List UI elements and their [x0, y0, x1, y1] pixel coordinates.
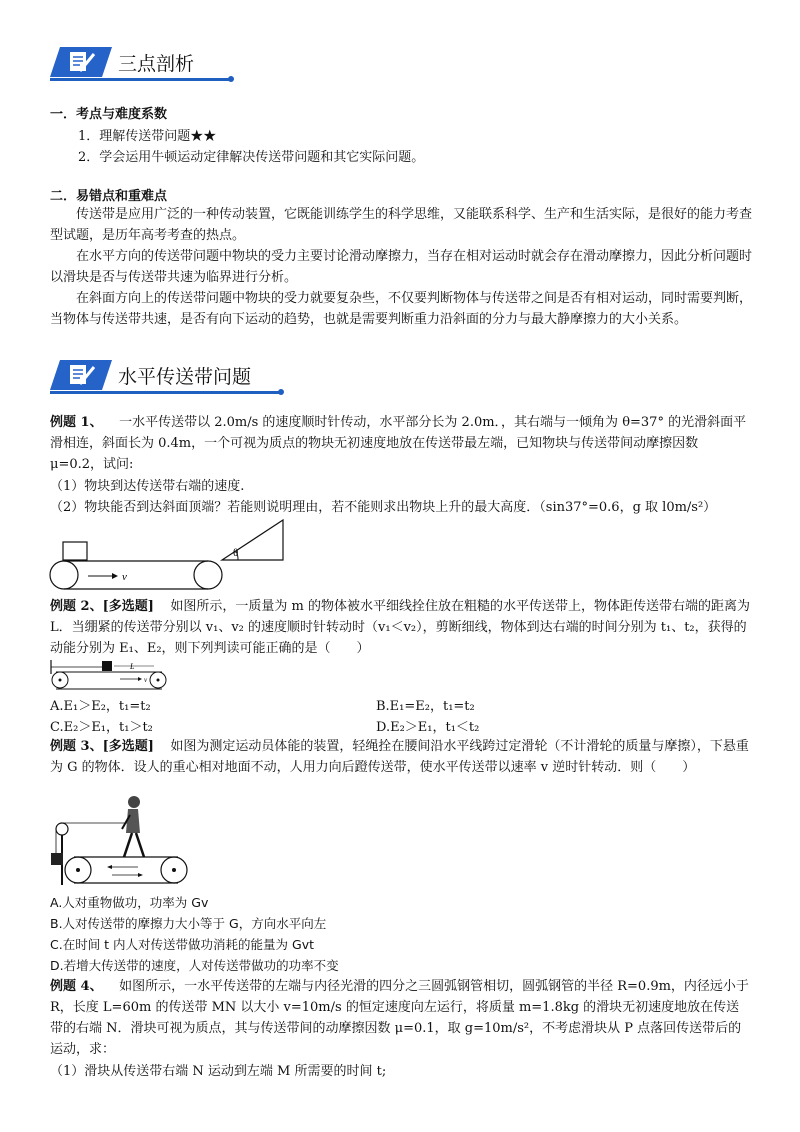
example-2-option-c: C.E₂＞E₁，t₁＞t₂ [50, 720, 153, 735]
example-2 [50, 596, 752, 659]
section-rule-dot [228, 76, 234, 82]
example-4-text: 如图所示，一水平传送带的左端与内径光滑的四分之三圆弧钢管相切，圆弧钢管的半径 R=0.9m，内径远小于 R，长度 L=60m 的传送带 MN 以大小 v=10m/s 的恒定速度向左运行，将质量 m=1.8kg 的滑块无初速度地放在传送带的右端 N．滑块可视为质点，其与传送带间的动摩擦因数 μ=0.1，取 g=10m/s²，不考虑滑块从 P 点落回传送带后的运动，求： [50, 979, 749, 1057]
example-3-option-b: B.人对传送带的摩擦力大小等于 G，方向水平向左 [50, 916, 327, 931]
section-rule-dot [278, 389, 284, 395]
paragraph-1: 传送带是应用广泛的一种传动装置，它既能训练学生的科学思维，又能联系科学、生产和生活实际，是很好的能力考查型试题，是历年高考考查的热点。 [50, 207, 753, 243]
figure-label-L: L [130, 662, 135, 671]
conveyor-incline-figure [48, 518, 292, 592]
section-banner-2 [50, 360, 286, 394]
section-rule [50, 78, 230, 81]
example-1-question-2: （2）物块能否到达斜面顶端？若能则说明理由，若不能则求出物块上升的最大高度．（sin37°=0.6，g 取 l0m/s²） [50, 500, 717, 515]
part1-item-1: 1．理解传送带问题★★ [78, 129, 217, 144]
example-3-label: 例题 3、[多选题] [50, 739, 154, 754]
section-title: 水平传送带问题 [118, 366, 252, 388]
paragraph-2: 在水平方向的传送带问题中物块的受力主要讨论滑动摩擦力，当存在相对运动时就会存在滑动摩擦力，因此分析问题时以滑块是否与传送带共速为临界进行分析。 [50, 249, 753, 285]
figure-label-v: v [122, 571, 127, 583]
figure-label-v: v [144, 676, 148, 684]
paragraph-3: 在斜面方向上的传送带问题中物块的受力就要复杂些，不仅要判断物体与传送带之间是否有相对运动，同时需要判断，当物体与传送带共速，是否有向下运动的趋势，也就是需要判断重力沿斜面的分力与最大静摩擦力的大小关系。 [50, 291, 753, 327]
part1-heading: 一．考点与难度系数 [50, 107, 168, 122]
example-3-text: 如图为测定运动员体能的装置，轻绳拴在腰间沿水平线跨过定滑轮（不计滑轮的质量与摩擦），下悬重为 G 的物体．设人的重心相对地面不动，人用力向后蹬传送带，使水平传送带以速率 v 逆时针转动．则（ ） [50, 739, 749, 775]
example-3-option-d: D.若增大传送带的速度，人对传送带做功的功率不变 [50, 958, 339, 973]
section-rule [50, 391, 280, 394]
notepad-pencil-icon [50, 47, 112, 77]
example-4-label: 例题 4、 [50, 979, 103, 994]
string-conveyor-figure [50, 658, 170, 692]
example-1-question-1: （1）物块到达传送带右端的速度. [50, 479, 245, 494]
part2-heading: 二．易错点和重难点 [50, 189, 168, 204]
example-2-option-d: D.E₂＞E₁，t₁＜t₂ [376, 720, 480, 735]
runner-treadmill-figure [48, 795, 188, 887]
notepad-pencil-icon [50, 360, 112, 390]
figure-label-theta: θ [233, 547, 239, 559]
example-1-label: 例题 1、 [50, 415, 103, 430]
example-2-option-a: A.E₁＞E₂，t₁=t₂ [50, 699, 151, 714]
part1-item-2: 2．学会运用牛顿运动定律解决传送带问题和其它实际问题。 [78, 150, 425, 165]
example-4-question-1: （1）滑块从传送带右端 N 运动到左端 M 所需要的时间 t; [50, 1064, 387, 1079]
example-2-label: 例题 2、[多选题] [50, 599, 154, 614]
section-banner-1 [50, 47, 236, 81]
example-1 [50, 412, 752, 475]
example-3-option-a: A.人对重物做功，功率为 Gv [50, 895, 209, 910]
example-1-text: 一水平传送带以 2.0m/s 的速度顺时针传动，水平部分长为 2.0m．，其右端与一倾角为 θ=37° 的光滑斜面平滑相连，斜面长为 0.4m，一个可视为质点的物块无初速度地放在传送带最左端，已知物块与传送带间动摩擦因数 μ=0.2，试问: [50, 415, 747, 472]
example-2-option-b: B.E₁=E₂，t₁=t₂ [376, 699, 475, 714]
example-2-text: 如图所示，一质量为 m 的物体被水平细线拴住放在粗糙的水平传送带上，物体距传送带右端的距离为 L．当绷紧的传送带分别以 v₁、v₂ 的速度顺时针转动时（v₁＜v₂），剪断细线，物体到达右端的时间分别为 t₁、t₂，获得的动能分别为 E₁、E₂，则下列判读可能正确的是（ ） [50, 599, 750, 656]
example-3 [50, 736, 752, 778]
section-title: 三点剖析 [118, 53, 195, 75]
example-4 [50, 976, 752, 1060]
example-3-option-c: C.在时间 t 内人对传送带做功消耗的能量为 Gvt [50, 937, 315, 952]
